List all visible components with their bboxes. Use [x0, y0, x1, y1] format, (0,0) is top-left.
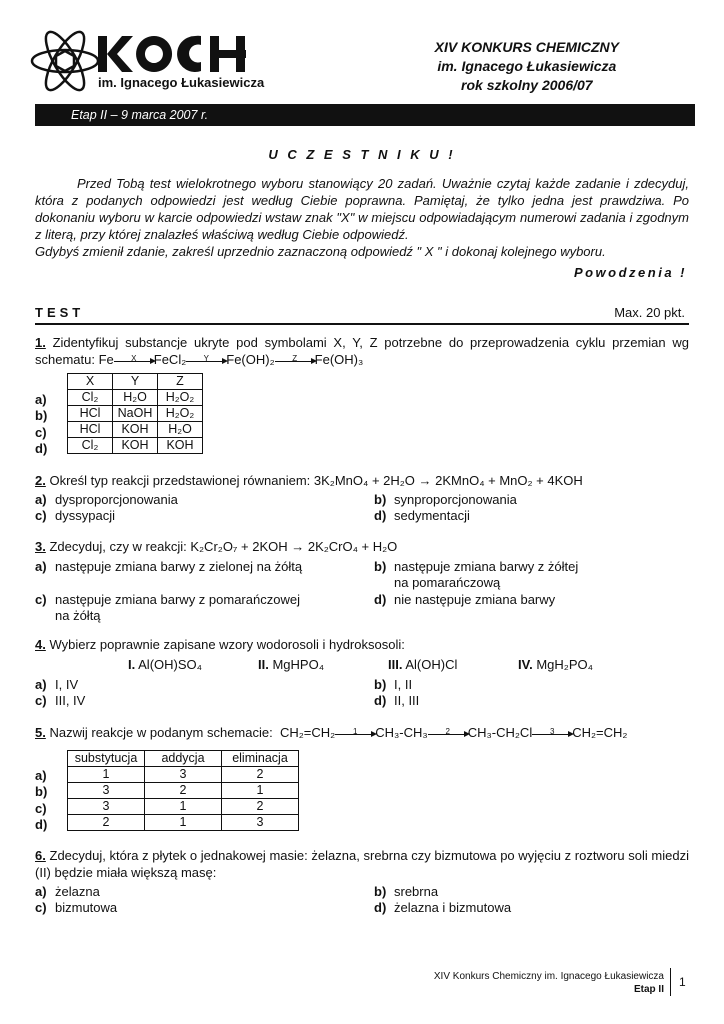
q2-option-b[interactable]: b) synproporcjonowania — [374, 492, 517, 507]
formula-4: IV. MgH₂PO₄ — [518, 657, 593, 672]
q1-table: X Y Z Cl₂ H₂O H₂O₂ HCl NaOH H₂O₂ HCl KOH H₂O Cl₂ KOH KOH — [67, 373, 203, 454]
atom-logo-icon — [30, 30, 100, 92]
q3-option-b[interactable]: b) następuje zmiana barwy z żółtej na pomarańczową — [374, 559, 579, 590]
q6-option-b[interactable]: b) srebrna — [374, 884, 439, 899]
table-row: Cl₂ H₂O H₂O₂ — [68, 390, 203, 406]
reaction-arrow-icon: Y — [186, 354, 226, 368]
test-header: TEST Max. 20 pkt. — [35, 305, 685, 320]
q6-option-d[interactable]: d) żelazna i bizmutowa — [374, 900, 512, 915]
table-row: Cl₂ KOH KOH — [68, 438, 203, 454]
q3-option-d[interactable]: d) nie następuje zmiana barwy — [374, 592, 556, 607]
q6-option-a[interactable]: a) żelazna — [35, 884, 100, 899]
stage-bar: Etap II – 9 marca 2007 r. — [35, 104, 695, 126]
reaction-arrow-icon: X — [114, 354, 154, 368]
table-row: HCl KOH H₂O — [68, 422, 203, 438]
q3-option-c[interactable]: c) następuje zmiana barwy z pomarańczowej na żółtą — [35, 592, 300, 623]
question-3: 3. Zdecyduj, czy w reakcji: K₂Cr₂O₇ + 2KOH → 2K₂CrO₄ + H₂O — [35, 539, 398, 554]
q2-option-c[interactable]: c) dyssypacji — [35, 508, 115, 523]
q4-option-d[interactable]: d) II, III — [374, 693, 420, 708]
question-1: 1. Zidentyfikuj substancje ukryte pod symbolami X, Y, Z potrzebne do przeprowadzenia cyklu przemian wg schematu: Fe X FeCl₂ Y Fe(OH)₂ Z Fe(OH)₃ — [35, 335, 689, 367]
reaction-arrow-icon: 1 — [335, 727, 375, 741]
q4-option-b[interactable]: b) I, II — [374, 677, 413, 692]
q6-option-c[interactable]: c) bizmutowa — [35, 900, 118, 915]
reaction-arrow-icon: 2 — [428, 727, 468, 741]
page-number: 1 — [670, 968, 686, 996]
q2-option-d[interactable]: d) sedymentacji — [374, 508, 470, 523]
table-row: 1 3 2 — [68, 767, 299, 783]
footer: XIV Konkurs Chemiczny im. Ignacego Łukasiewicza Etap II — [433, 971, 664, 995]
page-heading: U C Z E S T N I K U ! — [268, 147, 456, 162]
q2-option-a[interactable]: a) dysproporcjonowania — [35, 492, 178, 507]
reaction-arrow-icon: Z — [275, 354, 315, 368]
formula-2: II. MgHPO₄ — [258, 657, 325, 672]
question-5: 5. Nazwij reakcje w podanym schemacie: CH₂=CH₂ 1 CH₃-CH₃ 2 CH₃-CH₂Cl 3 CH₂=CH₂ — [35, 725, 628, 740]
question-2: 2. Określ typ reakcji przedstawionej równaniem: 3K₂MnO₄ + 2H₂O → 2KMnO₄ + MnO₂ + 4KOH — [35, 473, 583, 488]
q4-option-c[interactable]: c) III, IV — [35, 693, 86, 708]
q3-option-a[interactable]: a) następuje zmiana barwy z zielonej na żółtą — [35, 559, 303, 574]
table-row: 2 1 3 — [68, 815, 299, 831]
q4-option-a[interactable]: a) I, IV — [35, 677, 79, 692]
table-row: 3 2 1 — [68, 783, 299, 799]
formula-1: I. Al(OH)SO₄ — [128, 657, 202, 672]
instructions: Przed Tobą test wielokrotnego wyboru stanowiący 20 zadań. Uważnie czytaj każde zadanie i zdecyduj, która z podanych odpowiedzi jest według Ciebie poprawna. Pamiętaj, że tylko jedna jest prawdziwa. Po dokonaniu wyboru w karcie odpowiedzi wstaw znak "X" w miejscu odpowiadającym numerowi zadania i zgodnym z literą, przy której znalazłeś właściwą według Ciebie odpowiedź. Gdybyś zmienił zdanie, zakreśl uprzednio zaznaczoną odpowiedź " X " i dokonaj kolejnego wyboru. — [35, 176, 689, 259]
logo-subtitle: im. Ignacego Łukasiewicza — [98, 75, 265, 90]
koch-logo — [98, 34, 253, 74]
formula-3: III. Al(OH)Cl — [388, 657, 458, 672]
reaction-arrow-icon: 3 — [532, 727, 572, 741]
good-luck: Powodzenia ! — [573, 265, 687, 280]
table-row: 3 1 2 — [68, 799, 299, 815]
question-4: 4. Wybierz poprawnie zapisane wzory wodorosoli i hydroksosoli: — [35, 637, 405, 652]
question-6: 6. Zdecyduj, która z płytek o jednakowej masie: żelazna, srebrna czy bizmutowa po wyjęciu z roztworu soli miedzi (II) będzie miała większą masę: — [35, 848, 689, 880]
divider — [35, 323, 689, 325]
q5-table: substytucja addycja eliminacja 1 3 2 3 2 1 3 1 2 2 1 3 — [67, 750, 299, 831]
contest-title: XIV KONKURS CHEMICZNY im. Ignacego Łukasiewicza rok szkolny 2006/07 — [434, 39, 619, 93]
table-row: HCl NaOH H₂O₂ — [68, 406, 203, 422]
